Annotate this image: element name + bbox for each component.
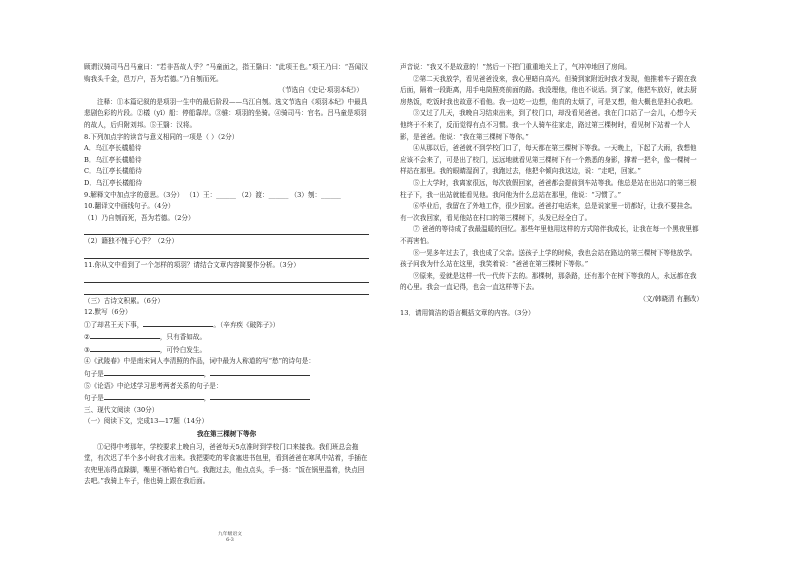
question-10-1: （1）乃自刎而死，吾为若德。（2分）: [84, 213, 195, 222]
question-10: 10.翻译文中画线句子。（4分）: [84, 202, 175, 211]
fill-blank[interactable]: [90, 331, 160, 339]
page-footer: 九年级语文 6-3: [218, 532, 242, 543]
q12-item-2: [84, 331, 369, 344]
fill-blank[interactable]: [210, 392, 310, 400]
article-paragraph-3: ③又过了几天，我晚自习结束出来，到了校门口，却没看见爸爸。我在门口站了一会儿，心想今天他终于不来了，反而觉得有点不习惯。我一个人骑车往家走，路过第三棵树时，看见树下站着一个人影，是爸爸。他说：“我在第三棵树下等你。”: [400, 109, 697, 141]
q12-item-1-text: ①了却君王天下事，: [84, 320, 144, 329]
passage-source: （节选自《史记·项羽本纪》）: [278, 86, 363, 95]
q8-option-d: D．乌江亭长檥船待: [84, 178, 143, 187]
question-13: 13．请用简洁的语言概括文章的内容。（3分）: [400, 309, 535, 318]
right-column: [400, 62, 703, 320]
q12-item-5-answer: 句子是 ，: [84, 392, 369, 405]
q8-option-a: A．乌江亭长檥船待: [84, 144, 142, 153]
q12-item-1-tail: 。（辛弃疾《破阵子》）: [213, 320, 280, 329]
question-10-2: （2）籍独不愧于心乎？（2分）: [84, 237, 179, 246]
fill-blank[interactable]: [210, 368, 310, 376]
question-12: 12.默写（6分）: [84, 308, 132, 317]
q12-item-2-text: ②: [84, 333, 90, 342]
article-paragraph-5: ⑤上大学时，我离家很远，每次放假回家，爸爸都会提前到车站等我。他总是站在出站口的第三根柱子下，我一出站就能看见他。我问他为什么总站在那里，他说：“习惯了。”: [400, 178, 697, 199]
article-paragraph-4: ④从那以后，爸爸就不到学校门口了，每天都在第三棵树下等我。一天晚上，下起了大雨，我想他应该不会来了，可是出了校门，远远地就看见第三棵树下有一个熟悉的身影，撑着一把伞，像一棵树一样站在那里。我的眼睛湿润了，我跑过去，他把伞倾向我这边，说：“走吧，回家。”: [400, 144, 697, 176]
article-paragraph-8: ⑧一晃多年过去了，我也成了父亲。送孩子上学的时候，我也会站在路边的第三棵树下等他放学。孩子问我为什么站在这里，我笑着说：“爸爸在第三棵树下等你。”: [400, 248, 697, 269]
answer-line[interactable]: [84, 248, 369, 259]
article-paragraph-continued: 声音说：“我又不是故意的！”然后一下把门重重地关上了，气冲冲地回了房间。: [400, 63, 631, 71]
q12-item-3-tail: ，可怜白发生。: [159, 345, 207, 354]
reading-subheading: （一）阅读下文，完成13—17题（14分）: [84, 417, 209, 426]
question-9: 9.解释文中加点字的意思。（3分） （1）王：______ （2）渡：______ （3）刎：______: [84, 190, 341, 199]
question-11: 11.你从文中看到了一个怎样的项羽？请结合文章内容简要作分析。（3分）: [84, 260, 300, 269]
fill-blank[interactable]: [90, 344, 160, 352]
passage-ending: 顾谓汉骑司马吕马童曰：“若非吾故人乎？”马童面之，指王翳曰：“此项王也。”项王乃曰：“吾闻汉购我头千金，邑万户，吾为若德。”乃自刎而死。: [84, 63, 368, 83]
q12-item-3-text: ③: [84, 345, 90, 354]
answer-line[interactable]: [84, 224, 369, 235]
modern-reading-heading: 三、现代文阅读（30分）: [84, 405, 159, 414]
article-paragraph-2: ②第二天我放学，看见爸爸没来，我心里暗自高兴。但骑到家附近时我才发现，他推着车子跟在我后面，隔着一段距离，用手电筒照亮前面的路。我没理他，他也不说话。到了家，他把车放好，就去厨房热饭，吃饭时我也故意不看他。我一边吃一边想，他真的太烦了，可是又想，他大概也是担心我吧。: [400, 74, 697, 106]
q12-item-4-label: 句子是: [84, 370, 104, 379]
answer-line[interactable]: [84, 272, 369, 283]
q12-item-4: ④《武陵春》中是南宋词人李清照的作品，词中最为人称道的写“愁”的诗句是：: [84, 357, 315, 366]
q12-item-3: [84, 344, 369, 357]
article-paragraph-1: ①记得中考那年，学校要求上晚自习，爸爸每天5点准时到学校门口来接我。我们班总会拖堂，有次迟了半个多小时我才出来。我把要吃的零食塞进书包里，看到爸爸在寒风中站着，手插在衣兜里冻得直跺脚，嘴里不断哈着白气。我跑过去，他点点头，手一扬：“饭在锅里温着，快点回去吧。”我骑上车子，他也骑上跟在我后面。: [84, 442, 368, 486]
article-title: 我在第三棵树下等你: [196, 430, 257, 439]
question-8: 8.下列加点字的读音与意义相同的一项是（ ）（2分）: [84, 132, 239, 141]
q12-item-5-label: 句子是: [84, 394, 104, 403]
q12-item-2-tail: ，只有香如故。: [159, 333, 207, 342]
article-paragraph-7: ⑦ 爸爸的等待成了我最温暖的回忆。那些年里他用这样的方式陪伴我成长，让我在每一个黑夜里都不再害怕。: [400, 225, 699, 245]
article-paragraph-6: ⑥毕业后，我留在了外地工作，很少回家。爸爸打电话来，总是说家里一切都好，让我不要挂念。有一次我回家，看见他站在村口的第三棵树下，头发已经全白了。: [400, 202, 697, 222]
fill-blank[interactable]: [104, 368, 204, 376]
answer-line[interactable]: [84, 284, 369, 295]
fill-blank[interactable]: [143, 319, 213, 327]
q8-option-b: B．乌江亭长檥船待: [84, 155, 142, 164]
fill-blank[interactable]: [104, 392, 204, 400]
section-three-heading: （三）古诗文积累。（6分）: [84, 296, 165, 305]
article-paragraph-9: ⑨原来，爱就是这样一代一代传下去的。那棵树，那条路，还有那个在树下等我的人，永远都在我的心里。我会一直记得，也会一直这样等下去。: [400, 271, 697, 292]
left-column: [84, 62, 369, 488]
article-attribution: （文/韩晓清 有删改）: [639, 294, 703, 303]
q12-item-4-answer: 句子是 ，: [84, 368, 369, 381]
passage-note: 注释：①本篇记叙的是项羽一生中的最后阶段——乌江自刎。选文节选自《项羽本纪》中最具悲剧色彩的片段。②檥（yǐ）船：停船靠岸。③骓：项羽的坐骑。④骑司马：官名。吕马童是项羽的故人，后归附刘邦。⑤王翳：汉将。: [84, 97, 368, 129]
q12-item-1: [84, 319, 369, 332]
q8-option-c: C．乌江亭长檥船待: [84, 167, 142, 176]
q12-item-5: ⑤《论语》中论述学习思考两者关系的句子是：: [84, 381, 223, 390]
